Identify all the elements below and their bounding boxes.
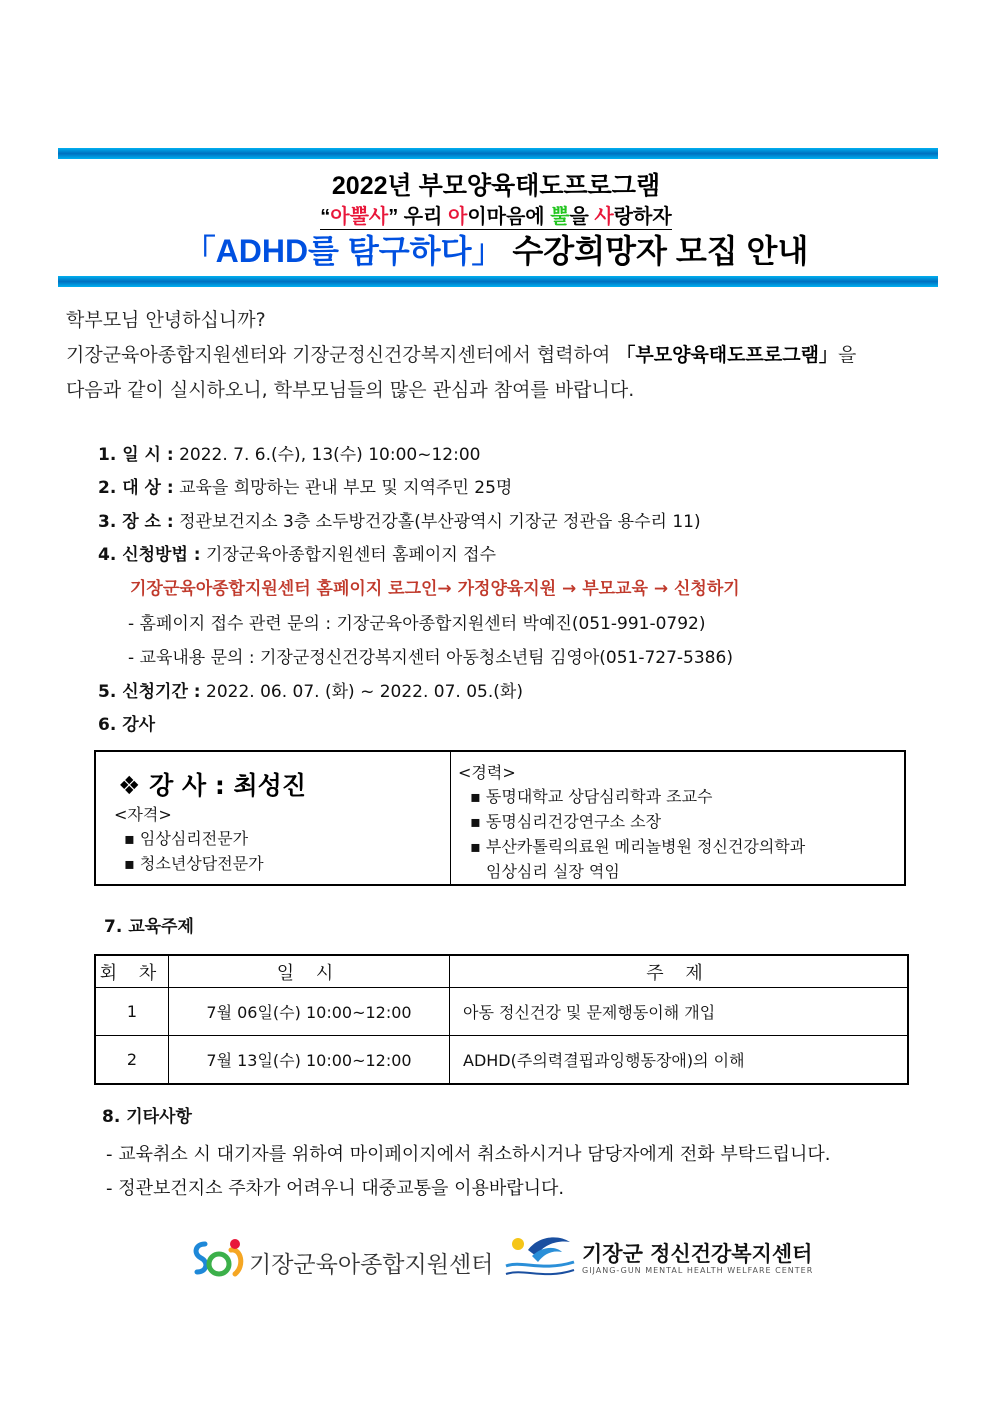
slogan: “아뿔사” 우리 아이마음에 뿔을 사랑하자 <box>320 206 672 228</box>
headline-subject: 수강희망자 모집 안내 <box>512 233 809 269</box>
column-header: 일 시 <box>169 955 450 988</box>
session-topic: 아동 정신건강 및 문제행동이해 개입 <box>450 988 909 1036</box>
table-header-row <box>95 955 908 988</box>
career-header: <경력> <box>458 763 516 782</box>
intro-line: 기장군육아종합지원센터와 기장군정신건강복지센터에서 협력하여 「부모양육태도프로그램」을 <box>66 344 857 366</box>
intro-line: 다음과 같이 실시하오니, 학부모님들의 많은 관심과 참여를 바랍니다. <box>66 379 635 401</box>
item-place: 3. 장 소 : 정관보건지소 3층 소두방건강홀(부산광역시 기장군 정관읍 용수리 11) <box>98 512 701 532</box>
section-etc: 8. 기타사항 <box>102 1107 192 1127</box>
section-schedule: 7. 교육주제 <box>104 917 194 937</box>
note-item: - 정관보건지소 주차가 어려우니 대중교통을 이용바랍니다. <box>106 1178 565 1199</box>
item-period: 5. 신청기간 : 2022. 06. 07. (화) ~ 2022. 07. 05.(화) <box>98 682 523 702</box>
item-target: 2. 대 상 : 교육을 희망하는 관내 부모 및 지역주민 25명 <box>98 478 513 498</box>
session-topic: ADHD(주의력결핍과잉행동장애)의 이해 <box>450 1036 909 1085</box>
header-bottom-bar <box>58 276 938 287</box>
childcare-center-logo-icon <box>191 1236 247 1282</box>
session-number: 2 <box>95 1036 169 1085</box>
column-header: 회 차 <box>95 955 169 988</box>
schedule-table <box>94 954 909 1085</box>
qualification-item: ▪ 임상심리전문가 <box>124 829 249 848</box>
career-item: ▪ 동명대학교 상담심리학과 조교수 <box>470 787 713 806</box>
item-date: 1. 일 시 : 2022. 7. 6.(수), 13(수) 10:00~12:00 <box>98 445 481 465</box>
slogan-abbr: 아뿔사 <box>330 206 389 228</box>
item-method: 4. 신청방법 : 기장군육아종합지원센터 홈페이지 접수 <box>98 545 497 565</box>
mental-health-center-logo-icon <box>502 1232 578 1282</box>
intro-greeting: 학부모님 안녕하십니까? <box>66 309 266 331</box>
mental-health-center-logo <box>502 1232 814 1286</box>
inquiry-education: - 교육내용 문의 : 기장군정신건강복지센터 아동청소년팀 김영아(051-727-5386) <box>128 648 733 668</box>
inquiry-web: - 홈페이지 접수 관련 문의 : 기장군육아종합지원센터 박예진(051-991-0792) <box>128 614 706 634</box>
headline <box>0 226 992 272</box>
lecturer-name: ❖ 강 사 : 최성진 <box>118 771 306 800</box>
childcare-center-logo-text: 기장군육아종합지원센터 <box>249 1252 494 1278</box>
session-datetime: 7월 06일(수) 10:00~12:00 <box>169 988 450 1036</box>
lecturer-box <box>94 750 906 886</box>
header-top-bar <box>58 148 938 159</box>
mental-health-center-logo-subtext: GIJANG-GUN MENTAL HEALTH WELFARE CENTER <box>582 1266 814 1275</box>
headline-program-name: 「ADHD를 탐구하다」 <box>183 233 504 269</box>
mental-health-center-logo-text: 기장군 정신건강복지센터 <box>582 1242 813 1266</box>
page-title: 2022년 부모양육태도프로그램 <box>331 172 661 200</box>
qualification-header: <자격> <box>114 805 172 824</box>
table-row <box>95 988 908 1036</box>
career-item-continued: 임상심리 실장 역임 <box>486 862 620 881</box>
qualification-item: ▪ 청소년상담전문가 <box>124 854 264 873</box>
signup-path: 기장군육아종합지원센터 홈페이지 로그인→ 가정양육지원 → 부모교육 → 신청하기 <box>130 579 740 599</box>
career-item: ▪ 동명심리건강연구소 소장 <box>470 812 662 831</box>
lecturer-divider <box>450 752 451 884</box>
section-lecturer: 6. 강사 <box>98 715 156 735</box>
note-item: - 교육취소 시 대기자를 위하여 마이페이지에서 취소하시거나 담당자에게 전화 부탁드립니다. <box>106 1144 831 1165</box>
session-number: 1 <box>95 988 169 1036</box>
session-datetime: 7월 13일(수) 10:00~12:00 <box>169 1036 450 1085</box>
childcare-center-logo <box>191 1236 494 1286</box>
column-header: 주 제 <box>450 955 909 988</box>
table-row <box>95 1036 908 1085</box>
career-item: ▪ 부산카톨릭의료원 메리놀병원 정신건강의학과 <box>470 837 806 856</box>
